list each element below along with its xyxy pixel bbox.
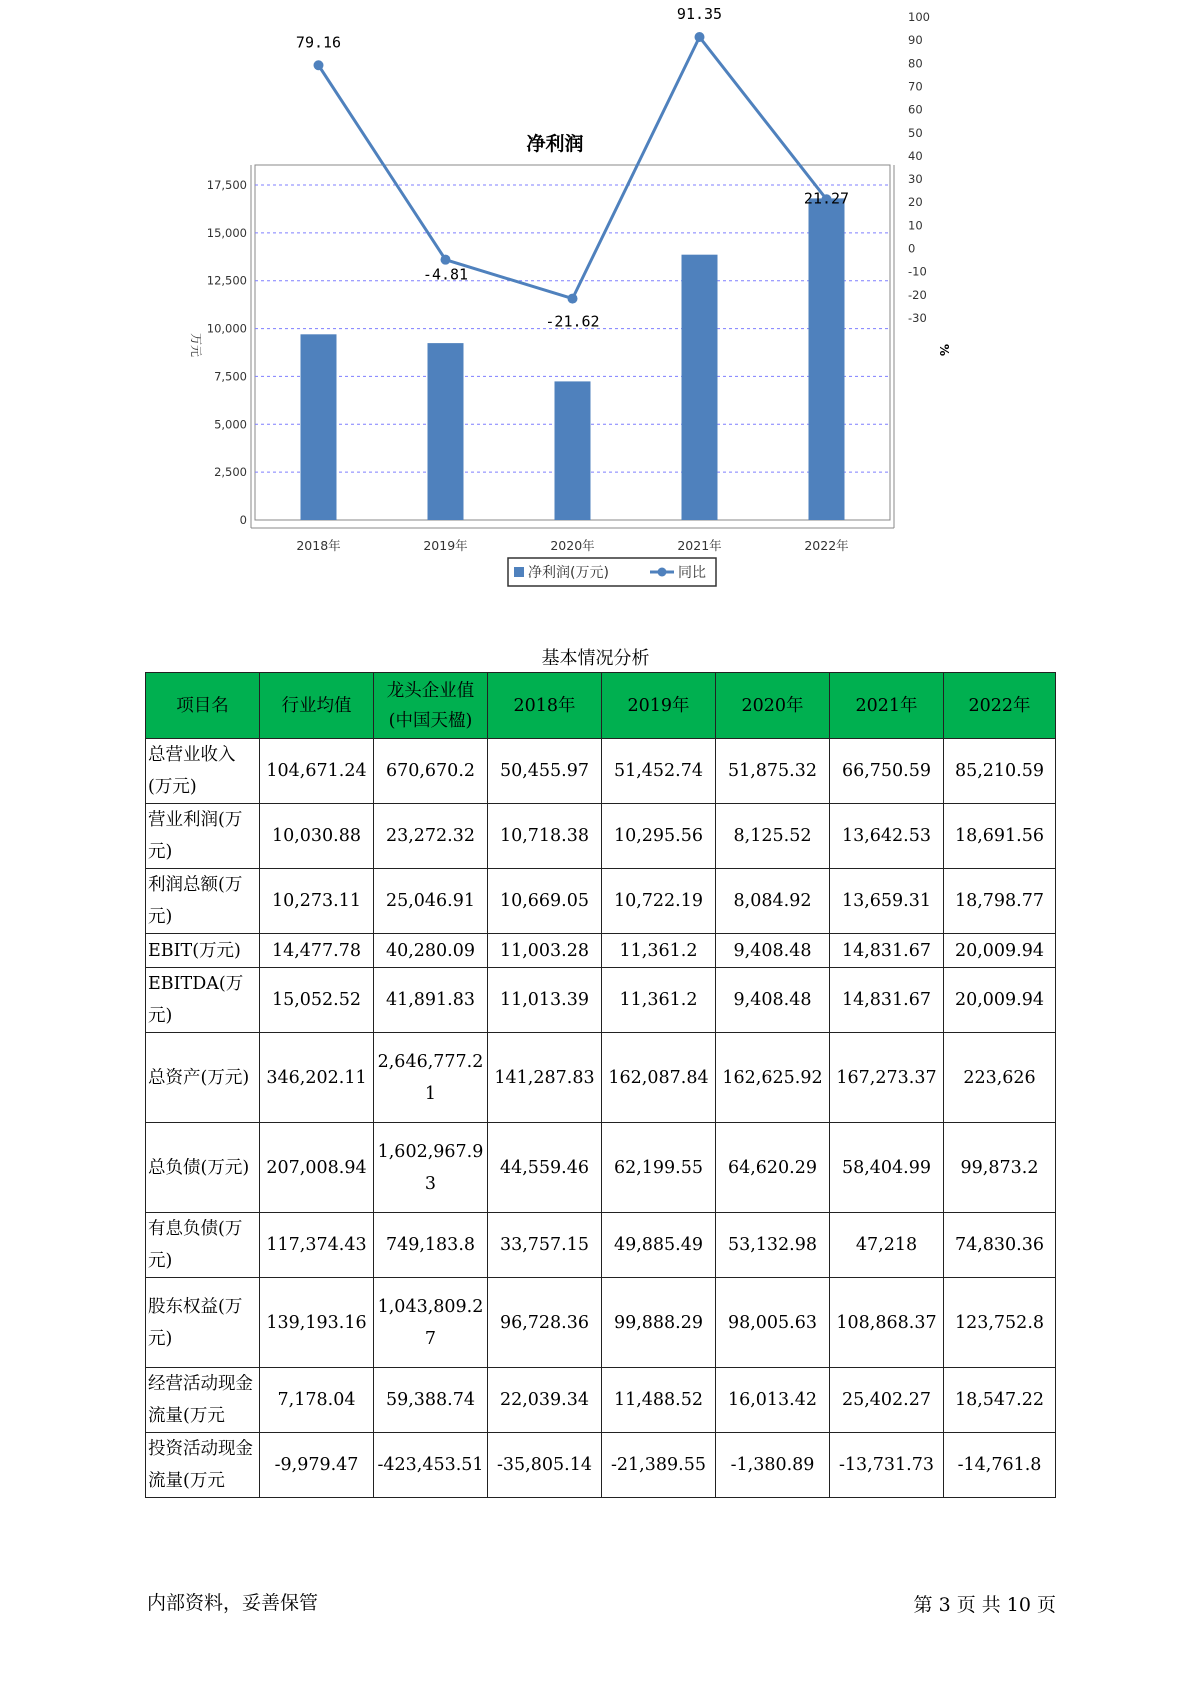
table-row [146,1278,1056,1368]
x-tick-label: 2018年 [296,538,341,553]
row-label-cell: 总负债(万元) [146,1123,260,1213]
value-cell: 13,659.31 [830,869,944,934]
yoy-point [314,60,324,70]
value-cell: 44,559.46 [488,1123,602,1213]
bar [428,343,464,520]
table-row [146,1123,1056,1213]
table-header-cell: 2018年 [488,673,602,739]
value-cell: 50,455.97 [488,739,602,804]
y-tick-label: 5,000 [214,417,247,432]
table-header-cell: 2022年 [944,673,1056,739]
value-cell: 23,272.32 [374,804,488,869]
y2-tick-label: 70 [908,79,923,94]
value-cell: 167,273.37 [830,1033,944,1123]
legend-bar-swatch [514,567,524,577]
value-cell: 13,642.53 [830,804,944,869]
value-cell: 2,646,777.21 [374,1033,488,1123]
value-cell: 8,125.52 [716,804,830,869]
value-cell: 51,875.32 [716,739,830,804]
y2-axis-label: % [937,343,951,357]
value-cell: 10,722.19 [602,869,716,934]
bar [682,255,718,520]
value-cell: 10,718.38 [488,804,602,869]
value-cell: 223,626 [944,1033,1056,1123]
value-cell: 9,408.48 [716,968,830,1033]
y2-tick-label: 10 [908,218,923,233]
y2-tick-label: 40 [908,148,923,163]
y2-tick-label: 60 [908,102,923,117]
value-cell: -21,389.55 [602,1433,716,1498]
value-cell: 85,210.59 [944,739,1056,804]
y-tick-label: 7,500 [214,369,247,384]
value-cell: 10,295.56 [602,804,716,869]
value-cell: -423,453.51 [374,1433,488,1498]
value-cell: 207,008.94 [260,1123,374,1213]
chart-title: 净利润 [526,133,584,155]
table-row [146,804,1056,869]
footer-page-number: 第 3 页 共 10 页 [913,1594,1056,1616]
y-tick-label: 10,000 [206,321,247,336]
table-row [146,934,1056,968]
value-cell: 18,547.22 [944,1368,1056,1433]
value-cell: 59,388.74 [374,1368,488,1433]
value-cell: 18,691.56 [944,804,1056,869]
y2-tick-label: 80 [908,56,923,71]
value-cell: 25,402.27 [830,1368,944,1433]
value-cell: 41,891.83 [374,968,488,1033]
y2-tick-label: -30 [908,311,927,325]
value-cell: 14,831.67 [830,968,944,1033]
value-cell: 33,757.15 [488,1213,602,1278]
value-cell: 117,374.43 [260,1213,374,1278]
value-cell: 98,005.63 [716,1278,830,1368]
row-label-cell: EBITDA(万元) [146,968,260,1033]
value-cell: 15,052.52 [260,968,374,1033]
value-cell: -13,731.73 [830,1433,944,1498]
yoy-data-label: 21.27 [803,189,850,208]
value-cell: 47,218 [830,1213,944,1278]
table-header-cell: 项目名 [146,673,260,739]
value-cell: 346,202.11 [260,1033,374,1123]
value-cell: 10,030.88 [260,804,374,869]
value-cell: 99,873.2 [944,1123,1056,1213]
table-header-cell: 2019年 [602,673,716,739]
basic-analysis-table [145,672,1056,1498]
value-cell: 58,404.99 [830,1123,944,1213]
value-cell: 22,039.34 [488,1368,602,1433]
table-header-cell: 龙头企业值(中国天楹) [374,673,488,739]
value-cell: 7,178.04 [260,1368,374,1433]
value-cell: 1,602,967.93 [374,1123,488,1213]
y-tick-label: 2,500 [214,465,247,480]
row-label-cell: EBIT(万元) [146,934,260,968]
row-label-cell: 股东权益(万元) [146,1278,260,1368]
value-cell: 64,620.29 [716,1123,830,1213]
y2-tick-label: 30 [908,172,923,187]
y2-tick-label: 0 [908,241,916,256]
y2-tick-label: 20 [908,195,923,210]
value-cell: -1,380.89 [716,1433,830,1498]
value-cell: 8,084.92 [716,869,830,934]
value-cell: 49,885.49 [602,1213,716,1278]
value-cell: -14,761.8 [944,1433,1056,1498]
value-cell: 99,888.29 [602,1278,716,1368]
footer-confidential: 内部资料，妥善保管 [147,1592,319,1614]
y-axis-label: 万元 [189,332,203,358]
table-row [146,1368,1056,1433]
value-cell: 66,750.59 [830,739,944,804]
legend-bar-label: 净利润(万元) [528,565,609,581]
value-cell: 62,199.55 [602,1123,716,1213]
row-label-cell: 营业利润(万元) [146,804,260,869]
value-cell: 53,132.98 [716,1213,830,1278]
table-row [146,968,1056,1033]
row-label-cell: 经营活动现金流量(万元 [146,1368,260,1433]
value-cell: 162,625.92 [716,1033,830,1123]
value-cell: 14,477.78 [260,934,374,968]
value-cell: 40,280.09 [374,934,488,968]
table-row [146,869,1056,934]
table-header-cell: 2021年 [830,673,944,739]
y-tick-label: 12,500 [206,273,247,288]
row-label-cell: 投资活动现金流量(万元 [146,1433,260,1498]
value-cell: 10,273.11 [260,869,374,934]
bar [555,381,591,520]
value-cell: 18,798.77 [944,869,1056,934]
value-cell: 11,488.52 [602,1368,716,1433]
value-cell: 1,043,809.27 [374,1278,488,1368]
value-cell: 20,009.94 [944,968,1056,1033]
yoy-data-label: -4.81 [422,265,469,284]
value-cell: 11,013.39 [488,968,602,1033]
table-header-cell: 2020年 [716,673,830,739]
yoy-point [441,255,451,265]
row-label-cell: 总营业收入(万元) [146,739,260,804]
x-tick-label: 2019年 [423,538,468,553]
value-cell: 9,408.48 [716,934,830,968]
row-label-cell: 总资产(万元) [146,1033,260,1123]
value-cell: 104,671.24 [260,739,374,804]
value-cell: 670,670.2 [374,739,488,804]
y2-tick-label: 100 [908,10,930,24]
table-caption: 基本情况分析 [541,648,650,669]
value-cell: 96,728.36 [488,1278,602,1368]
legend-line-label: 同比 [678,565,706,581]
value-cell: 74,830.36 [944,1213,1056,1278]
row-label-cell: 有息负债(万元) [146,1213,260,1278]
y2-tick-label: -10 [908,264,927,279]
yoy-data-label: -21.62 [545,312,600,331]
y-tick-label: 0 [239,513,247,527]
chart-svg [170,5,1030,600]
table-row [146,739,1056,804]
value-cell: 749,183.8 [374,1213,488,1278]
table-header-row [146,673,1056,739]
yoy-line [319,37,827,299]
value-cell: 10,669.05 [488,869,602,934]
x-tick-label: 2021年 [677,538,722,553]
yoy-data-label: 91.35 [676,5,723,24]
y2-tick-label: -20 [908,287,927,302]
value-cell: 11,003.28 [488,934,602,968]
yoy-data-label: 79.16 [295,33,342,52]
value-cell: 139,193.16 [260,1278,374,1368]
value-cell: 11,361.2 [602,934,716,968]
x-tick-label: 2022年 [804,538,849,553]
value-cell: 108,868.37 [830,1278,944,1368]
y2-tick-label: 50 [908,125,923,140]
x-tick-label: 2020年 [550,538,595,553]
value-cell: 162,087.84 [602,1033,716,1123]
y-tick-label: 17,500 [206,178,247,192]
yoy-point [695,32,705,42]
value-cell: 123,752.8 [944,1278,1056,1368]
y-tick-label: 15,000 [206,225,247,240]
table-row [146,1433,1056,1498]
yoy-point [568,294,578,304]
table-header-cell: 行业均值 [260,673,374,739]
legend-line-marker [658,568,667,577]
value-cell: 16,013.42 [716,1368,830,1433]
bar [301,334,337,520]
net-profit-chart [170,5,1030,600]
value-cell: 25,046.91 [374,869,488,934]
value-cell: -9,979.47 [260,1433,374,1498]
table-row [146,1213,1056,1278]
value-cell: 51,452.74 [602,739,716,804]
value-cell: 14,831.67 [830,934,944,968]
table-row [146,1033,1056,1123]
bar [809,198,845,520]
value-cell: 141,287.83 [488,1033,602,1123]
value-cell: -35,805.14 [488,1433,602,1498]
value-cell: 20,009.94 [944,934,1056,968]
value-cell: 11,361.2 [602,968,716,1033]
row-label-cell: 利润总额(万元) [146,869,260,934]
y2-tick-label: 90 [908,33,923,48]
